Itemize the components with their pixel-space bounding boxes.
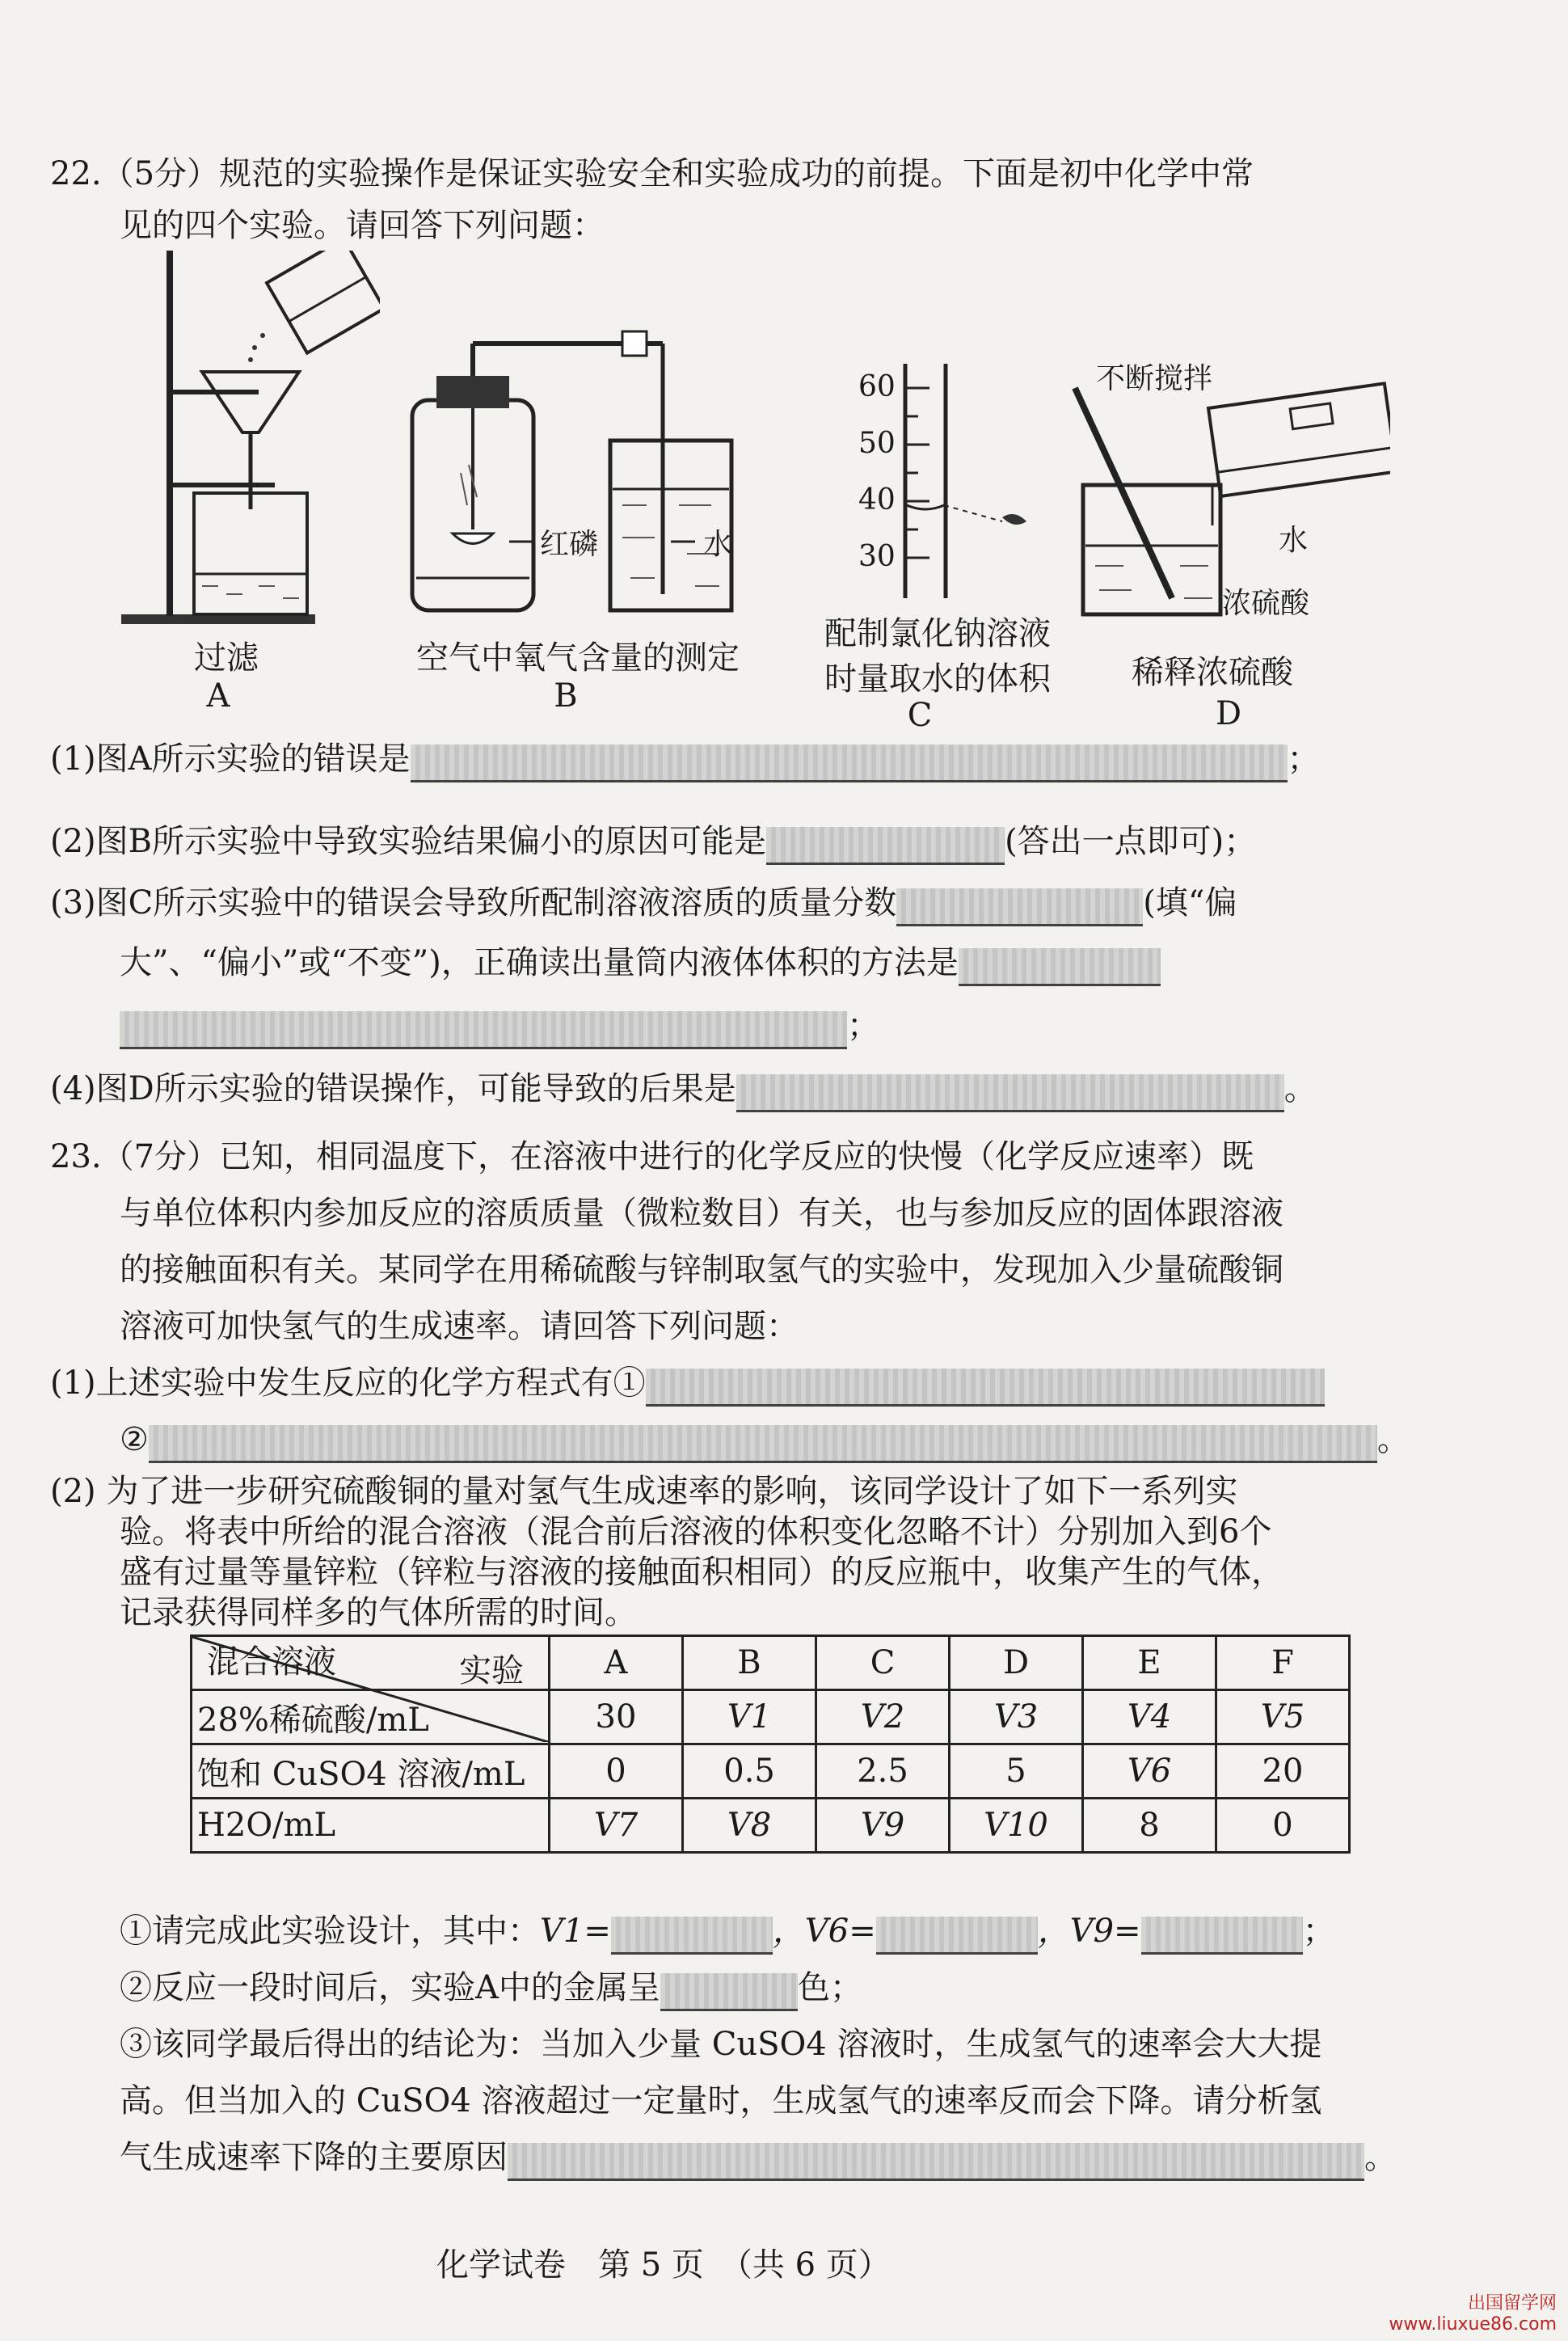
fig-a-letter: A [206, 677, 230, 715]
tick-40: 40 [858, 483, 896, 517]
table-cell: 8 [1083, 1799, 1216, 1853]
q22-intro-line2: 见的四个实验。请回答下列问题： [120, 207, 605, 244]
answer-blank-23-1b[interactable] [149, 1425, 1377, 1463]
conc-acid-label: 浓硫酸 [1222, 587, 1310, 620]
oxygen-measurement-diagram [396, 311, 752, 618]
filtration-diagram [121, 251, 380, 631]
q22-s3c: ； [120, 1002, 879, 1049]
tick-60: 60 [858, 370, 896, 403]
fig-d-letter: D [1215, 695, 1242, 732]
answer-blank-22-2[interactable] [766, 827, 1005, 865]
q23-s2c: 盛有过量等量锌粒（锌粒与溶液的接触面积相同）的反应瓶中，收集产生的气体， [120, 1554, 1283, 1591]
water-label-d: 水 [1279, 524, 1309, 557]
table-cell: V10 [950, 1799, 1083, 1853]
fig-a-caption: 过滤 [194, 639, 259, 677]
col-header: D [950, 1636, 1083, 1690]
table-cell: V1 [683, 1690, 816, 1744]
answer-blank-22-3b[interactable] [959, 948, 1161, 986]
answer-blank-v1[interactable] [611, 1917, 773, 1955]
tick-50: 50 [858, 427, 896, 460]
table-cell: 30 [550, 1690, 683, 1744]
q22-intro-line1: 22.（5分）规范的实验操作是保证实验安全和实验成功的前提。下面是初中化学中常 [50, 155, 1254, 192]
watermark-line2: www.liuxue86.com [1389, 2314, 1557, 2335]
table-cell: V4 [1083, 1690, 1216, 1744]
q23-i3b: 高。但当加入的 CuSO4 溶液超过一定量时，生成氢气的速率反而会下降。请分析氢 [120, 2082, 1322, 2120]
table-cell: V2 [816, 1690, 950, 1744]
fig-b-letter: B [554, 677, 578, 715]
table-row [192, 1799, 1350, 1853]
watermark-line1: 出国留学网 [1467, 2293, 1557, 2314]
watermark [1389, 2289, 1557, 2335]
q23-i3c: 气生成速率下降的主要原因 。 [120, 2134, 1397, 2181]
table-cell: 2.5 [816, 1744, 950, 1799]
table-cell: V9 [816, 1799, 950, 1853]
tick-30: 30 [858, 540, 896, 573]
red-phosphorus-label: 红磷 [540, 528, 599, 561]
corner-bottom-label: 混合溶液 [207, 1643, 336, 1681]
q23-p4: 溶液可加快氢气的生成速率。请回答下列问题： [120, 1308, 799, 1345]
answer-blank-23-reason[interactable] [508, 2143, 1364, 2181]
answer-blank-metal-color[interactable] [660, 1973, 798, 2011]
table-cell: V8 [683, 1799, 816, 1853]
answer-blank-22-3c[interactable] [120, 1011, 847, 1049]
answer-blank-22-3a[interactable] [896, 888, 1143, 926]
fig-c-caption-1: 配制氯化钠溶液 [824, 615, 1051, 652]
fig-b-caption: 空气中氧气含量的测定 [416, 639, 740, 677]
q22-s3a: (3)图C所示实验中的错误会导致所配制溶液溶质的质量分数 (填“偏 [50, 879, 1237, 926]
answer-blank-v9[interactable] [1141, 1917, 1303, 1955]
col-header: E [1083, 1636, 1216, 1690]
q23-p1: 23.（7分）已知，相同温度下，在溶液中进行的化学反应的快慢（化学反应速率）既 [50, 1138, 1254, 1175]
q23-p3: 的接触面积有关。某同学在用稀硫酸与锌制取氢气的实验中，发现加入少量硫酸铜 [120, 1251, 1283, 1289]
row-label: H2O/mL [192, 1799, 550, 1853]
table-cell: 0 [550, 1744, 683, 1799]
fig-c-letter: C [907, 697, 933, 734]
q22-s3b: 大”、“偏小”或“不变”)，正确读出量筒内液体体积的方法是 [120, 939, 1161, 986]
q23-i3a: ③该同学最后得出的结论为：当加入少量 CuSO4 溶液时，生成氢气的速率会大大提 [120, 2026, 1322, 2063]
q22-s2: (2)图B所示实验中导致实验结果偏小的原因可能是 (答出一点即可)； [50, 818, 1256, 865]
corner-top-label: 实验 [459, 1652, 524, 1689]
answer-blank-22-1[interactable] [411, 744, 1288, 782]
q23-i1: ①请完成此实验设计，其中：V1= ，V6= ，V9= ； [120, 1908, 1335, 1955]
page-footer: 化学试卷 第 5 页 （共 6 页） [436, 2246, 891, 2284]
col-header: A [550, 1636, 683, 1690]
row-label: 28%稀硫酸/mL [192, 1690, 550, 1744]
q22-s4: (4)图D所示实验的错误操作，可能导致的后果是 。 [50, 1065, 1317, 1112]
q23-s2d: 记录获得同样多的气体所需的时间。 [120, 1594, 637, 1631]
table-cell: V5 [1216, 1690, 1350, 1744]
col-header: C [816, 1636, 950, 1690]
answer-blank-v6[interactable] [876, 1917, 1038, 1955]
answer-blank-23-1a[interactable] [646, 1369, 1325, 1407]
water-label-b: 水 [703, 528, 733, 561]
table-cell: V7 [550, 1799, 683, 1853]
experiment-table [190, 1634, 1351, 1854]
row-label: 饱和 CuSO4 溶液/mL [192, 1744, 550, 1799]
q22-s1: (1)图A所示实验的错误是 ； [50, 736, 1320, 782]
q23-s1a: (1)上述实验中发生反应的化学方程式有① [50, 1360, 1325, 1407]
table-row [192, 1744, 1350, 1799]
q23-i2: ②反应一段时间后，实验A中的金属呈 色； [120, 1964, 862, 2011]
table-cell: V3 [950, 1690, 1083, 1744]
col-header: B [683, 1636, 816, 1690]
table-cell: 0 [1216, 1799, 1350, 1853]
stir-label: 不断搅拌 [1096, 362, 1213, 395]
fig-d-caption: 稀释浓硫酸 [1132, 654, 1293, 691]
col-header: F [1216, 1636, 1350, 1690]
fig-c-caption-2: 时量取水的体积 [824, 660, 1051, 698]
q23-p2: 与单位体积内参加反应的溶质质量（微粒数目）有关，也与参加反应的固体跟溶液 [120, 1195, 1283, 1232]
table-cell: 20 [1216, 1744, 1350, 1799]
table-cell: V6 [1083, 1744, 1216, 1799]
q23-s2b: 验。将表中所给的混合溶液（混合前后溶液的体积变化忽略不计）分别加入到6个 [120, 1513, 1272, 1550]
answer-blank-22-4[interactable] [736, 1074, 1284, 1112]
q23-s1b: ② 。 [120, 1416, 1410, 1463]
table-corner [192, 1636, 550, 1690]
q23-s2a: (2) 为了进一步研究硫酸铜的量对氢气生成速率的影响，该同学设计了如下一系列实 [50, 1473, 1238, 1510]
table-cell: 5 [950, 1744, 1083, 1799]
table-cell: 0.5 [683, 1744, 816, 1799]
